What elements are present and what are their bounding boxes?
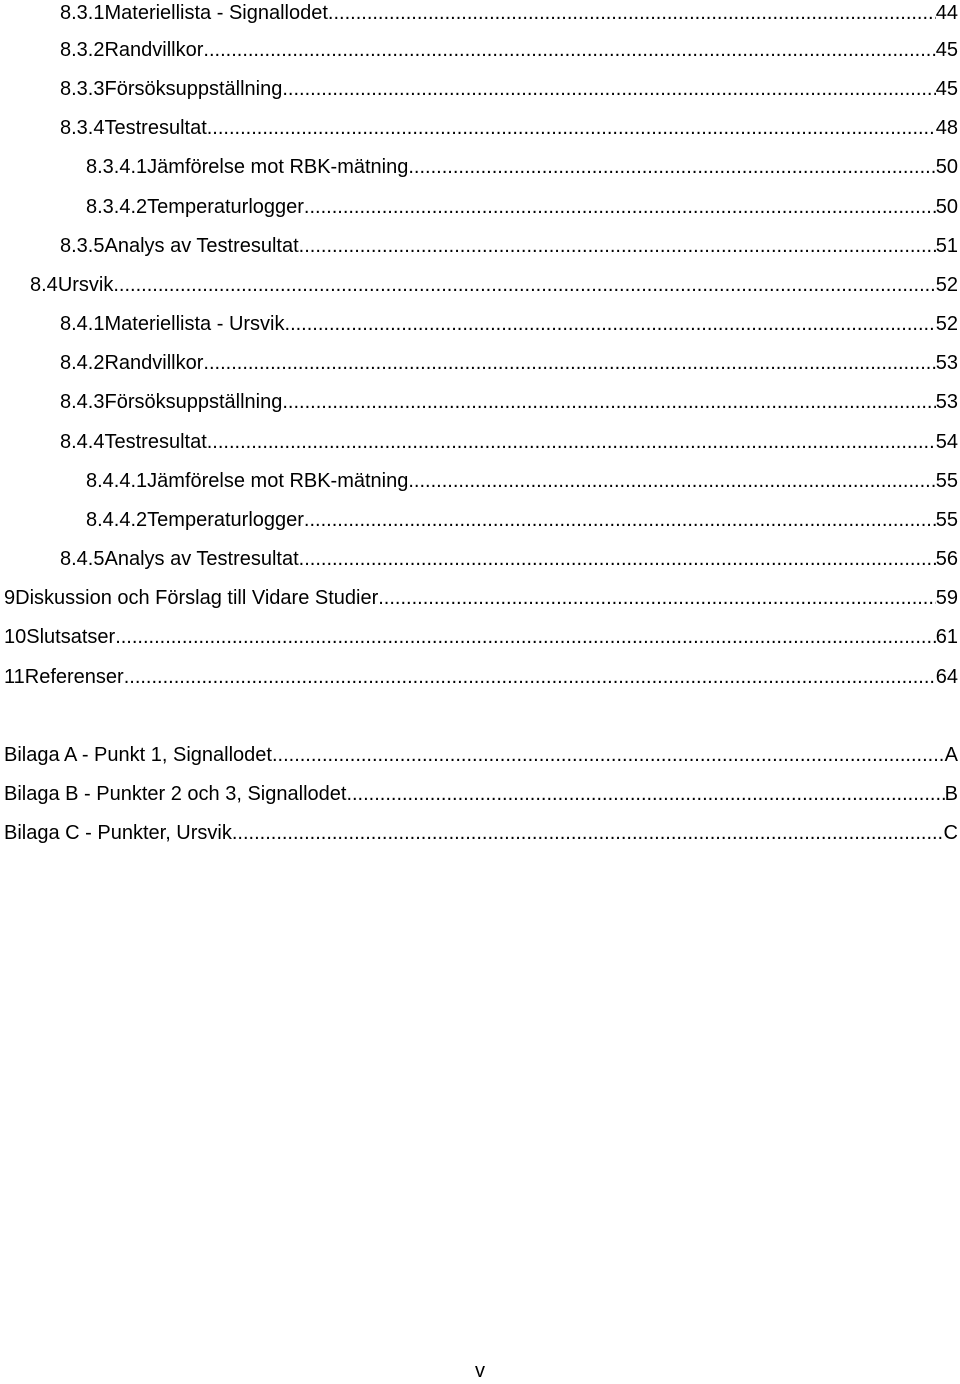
toc-entry-page: 61 <box>935 626 958 648</box>
toc-appendix-page: A <box>944 744 958 766</box>
toc-entry-number: 8.4.1 <box>60 313 105 335</box>
toc-entry-number: 8.3.4.2 <box>86 196 148 218</box>
toc-entry-title: Referenser <box>24 666 124 688</box>
toc-entry-number: 8.4.2 <box>60 352 105 374</box>
page-number: v <box>475 1360 485 1382</box>
toc-entry-title: Analys av Testresultat <box>104 548 299 570</box>
toc-entry-8-4-4-2[interactable] <box>86 507 958 533</box>
toc-entry-8-3-4[interactable] <box>60 115 958 141</box>
toc-entry-number: 8.3.4 <box>60 117 105 139</box>
toc-entry-8-3-5[interactable] <box>60 233 958 259</box>
toc-entry-page: 64 <box>935 666 958 688</box>
toc-entry-title: Analys av Testresultat <box>104 235 299 257</box>
dot-leader <box>282 389 935 415</box>
toc-entry-title: Randvillkor <box>104 39 204 61</box>
toc-entry-number: 8.3.5 <box>60 235 105 257</box>
dot-leader <box>285 311 936 337</box>
toc-appendix-page: C <box>943 822 958 844</box>
toc-entry-8-4-1[interactable] <box>60 311 958 337</box>
dot-leader <box>207 429 936 455</box>
toc-appendix-a[interactable] <box>4 742 958 768</box>
toc-entry-number: 8.3.2 <box>60 39 105 61</box>
toc-entry-number: 8.4.4.1 <box>86 470 148 492</box>
toc-entry-page: 45 <box>935 78 958 100</box>
toc-entry-title: Materiellista - Ursvik <box>104 313 285 335</box>
dot-leader <box>408 468 935 494</box>
toc-appendix-b[interactable] <box>4 781 958 807</box>
toc-entry-page: 48 <box>935 117 958 139</box>
toc-entry-8-3-3[interactable] <box>60 76 958 102</box>
toc-entry-title: Jämförelse mot RBK-mätning <box>147 156 409 178</box>
toc-appendix-title: Bilaga C - Punkter, Ursvik <box>4 822 232 844</box>
dot-leader <box>299 233 936 259</box>
toc-entry-title: Försöksuppställning <box>104 78 283 100</box>
dot-leader <box>378 585 936 611</box>
toc-entry-8-3-4-1[interactable] <box>86 154 958 180</box>
dot-leader <box>282 76 935 102</box>
toc-entry-11[interactable] <box>4 664 958 690</box>
toc-entry-8-3-1[interactable] <box>60 0 958 26</box>
dot-leader <box>124 664 936 690</box>
toc-entry-9[interactable] <box>4 585 958 611</box>
toc-entry-page: 53 <box>935 352 958 374</box>
toc-entry-8-3-2[interactable] <box>60 37 958 63</box>
dot-leader <box>272 742 945 768</box>
dot-leader <box>207 115 936 141</box>
toc-appendix-title: Bilaga B - Punkter 2 och 3, Signallodet <box>4 783 347 805</box>
toc-entry-page: 52 <box>935 274 958 296</box>
toc-entry-title: Ursvik <box>57 274 114 296</box>
dot-leader <box>232 820 944 846</box>
toc-entry-8-4-3[interactable] <box>60 389 958 415</box>
toc-entry-10[interactable] <box>4 624 958 650</box>
toc-entry-page: 55 <box>935 509 958 531</box>
toc-entry-title: Jämförelse mot RBK-mätning <box>147 470 409 492</box>
toc-entry-title: Försöksuppställning <box>104 391 283 413</box>
toc-entry-title: Randvillkor <box>104 352 204 374</box>
toc-entry-number: 8.4.4 <box>60 431 105 453</box>
toc-entry-number: 8.4.4.2 <box>86 509 148 531</box>
dot-leader <box>299 546 936 572</box>
toc-entry-page: 54 <box>935 431 958 453</box>
toc-entry-number: 8.4.5 <box>60 548 105 570</box>
toc-entry-number: 8.3.4.1 <box>86 156 148 178</box>
toc-entry-page: 45 <box>935 39 958 61</box>
toc-entry-number: 11 <box>4 666 25 688</box>
toc-entry-8-4[interactable] <box>30 272 958 298</box>
toc-entry-page: 56 <box>935 548 958 570</box>
toc-entry-title: Diskussion och Förslag till Vidare Studier <box>15 587 379 609</box>
toc-entry-page: 50 <box>935 196 958 218</box>
toc-entry-page: 59 <box>935 587 958 609</box>
toc-entry-8-4-5[interactable] <box>60 546 958 572</box>
toc-entry-title: Slutsatser <box>26 626 116 648</box>
dot-leader <box>115 624 936 650</box>
toc-entry-title: Temperaturlogger <box>147 196 304 218</box>
toc-entry-page: 55 <box>935 470 958 492</box>
dot-leader <box>203 37 935 63</box>
toc-entry-8-4-2[interactable] <box>60 350 958 376</box>
dot-leader <box>304 194 936 220</box>
toc-entry-number: 9 <box>4 587 16 609</box>
dot-leader <box>328 0 936 26</box>
toc-appendix-title: Bilaga A - Punkt 1, Signallodet <box>4 744 272 766</box>
toc-entry-number: 10 <box>4 626 27 648</box>
toc-entry-title: Testresultat <box>104 431 207 453</box>
dot-leader <box>346 781 944 807</box>
toc-entry-title: Temperaturlogger <box>147 509 304 531</box>
toc-entry-page: 50 <box>935 156 958 178</box>
toc-entry-number: 8.3.1 <box>60 2 105 24</box>
toc-entry-number: 8.4 <box>30 274 58 296</box>
toc-entry-8-4-4[interactable] <box>60 429 958 455</box>
toc-entry-number: 8.4.3 <box>60 391 105 413</box>
toc-entry-page: 52 <box>935 313 958 335</box>
dot-leader <box>408 154 935 180</box>
toc-entry-number: 8.3.3 <box>60 78 105 100</box>
toc-appendix-c[interactable] <box>4 820 958 846</box>
toc-entry-page: 44 <box>935 2 958 24</box>
toc-entry-8-4-4-1[interactable] <box>86 468 958 494</box>
toc-entry-title: Testresultat <box>104 117 207 139</box>
dot-leader <box>203 350 935 376</box>
dot-leader <box>113 272 935 298</box>
toc-appendix-page: B <box>944 783 958 805</box>
toc-entry-8-3-4-2[interactable] <box>86 194 958 220</box>
toc-entry-page: 53 <box>935 391 958 413</box>
dot-leader <box>304 507 936 533</box>
toc-entry-page: 51 <box>935 235 958 257</box>
toc-entry-title: Materiellista - Signallodet <box>104 2 328 24</box>
